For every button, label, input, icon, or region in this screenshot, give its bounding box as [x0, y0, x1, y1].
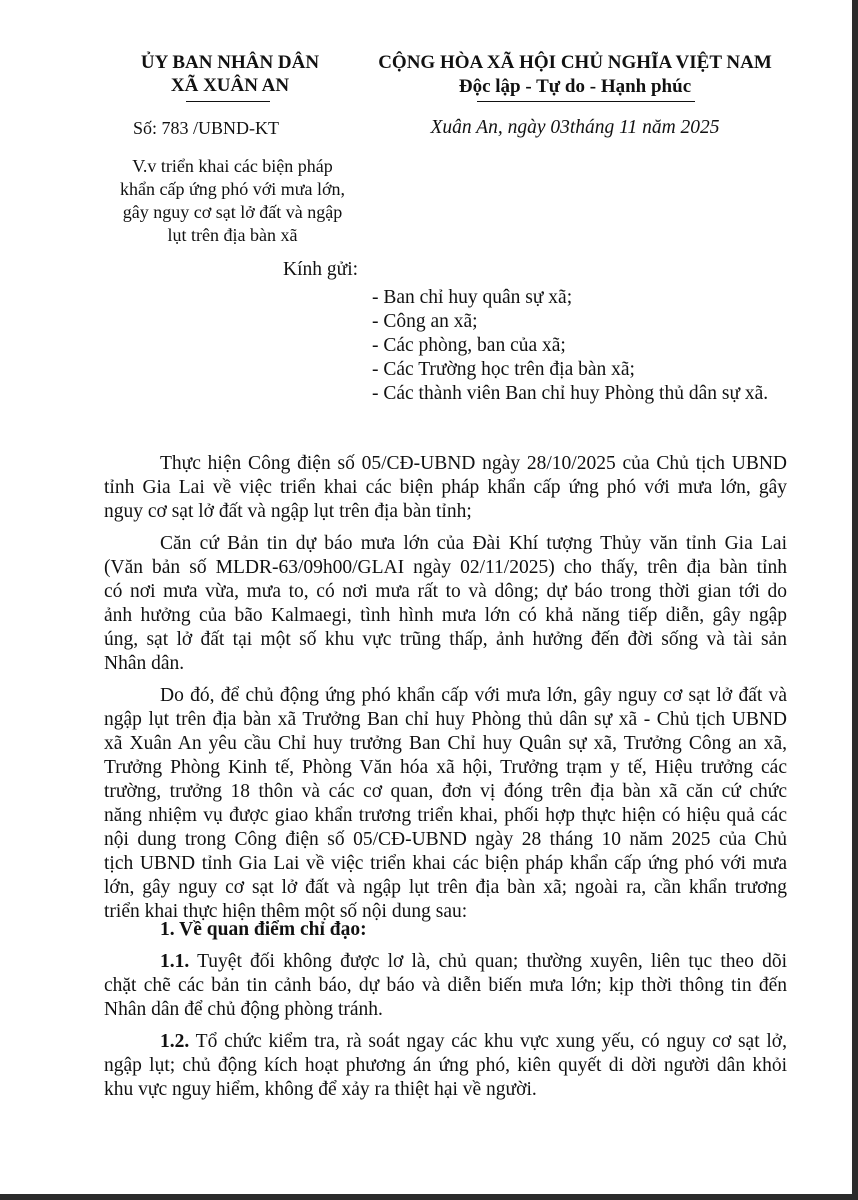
- p1-line: nguy cơ sạt lở đất và ngập lụt trên địa bàn tỉnh;: [104, 501, 472, 522]
- p1-line: Thực hiện Công điện số 05/CĐ-UBND ngày 28/10/2025 của Chủ tịch UBND: [160, 453, 787, 474]
- item-1-1-line: chặt chẽ các bản tin cảnh báo, dự báo và diễn biến mưa lớn; kịp thời thông tin đến: [104, 975, 787, 996]
- doc-number: Số: 783 /UBND-KT: [133, 118, 280, 138]
- p3-line: triển khai thực hiện thêm một số nội dung sau:: [104, 901, 468, 922]
- subject-line-2: khẩn cấp ứng phó với mưa lớn,: [119, 179, 345, 199]
- p3-line: trường, trưởng 18 thôn và các cơ quan, đơn vị đóng trên địa bàn xã căn cứ chức: [104, 781, 787, 802]
- p3-line: Trưởng Phòng Kinh tế, Phòng Văn hóa xã hội, Trưởng trạm y tế, Hiệu trưởng các: [104, 757, 787, 778]
- p3-line: lớn, gây nguy cơ sạt lở đất và ngập lụt trên địa bàn xã; ngoài ra, cần khẩn trương: [104, 877, 787, 898]
- motto: Độc lập - Tự do - Hạnh phúc: [458, 76, 692, 97]
- item-1-1-line: Nhân dân để chủ động phòng tránh.: [104, 999, 383, 1020]
- subject-line-3: gây nguy cơ sạt lở đất và ngập: [122, 202, 343, 222]
- p2-line: Căn cứ Bản tin dự báo mưa lớn của Đài Khí tượng Thủy văn tỉnh Gia Lai: [160, 533, 787, 554]
- p3-line: ngập lụt trên địa bàn xã Trưởng Ban chỉ huy Phòng thủ dân sự xã - Chủ tịch UBND: [104, 709, 787, 730]
- section-1-title: 1. Về quan điểm chỉ đạo:: [160, 919, 367, 940]
- p2-line: ảnh hưởng của bão Kalmaegi, tình hình mưa lớn có khả năng tiếp diễn, gây ngập: [104, 605, 787, 626]
- item-1-2-number: 1.2.: [160, 1031, 190, 1052]
- p3-line: tịch UBND tỉnh Gia Lai về việc triển khai các biện pháp khẩn cấp ứng phó với mưa: [104, 853, 787, 874]
- p1-line: tỉnh Gia Lai về việc triển khai các biện pháp khẩn cấp ứng phó với mưa lớn, gây: [104, 477, 787, 498]
- subject-line-4: lụt trên địa bàn xã: [167, 225, 298, 245]
- nation-title: CỘNG HÒA XÃ HỘI CHỦ NGHĨA VIỆT NAM: [378, 52, 772, 73]
- item-1-1-text: Tuyệt đối không được lơ là, chủ quan; thường xuyên, liên tục theo dõi: [189, 951, 787, 972]
- p3-line: Do đó, để chủ động ứng phó khẩn cấp với mưa lớn, gây nguy cơ sạt lở đất và: [160, 685, 787, 706]
- org-underline: [186, 101, 270, 102]
- p3-line: năng nhiệm vụ được giao khẩn trương triển khai, phối hợp thực hiện có hiệu quả các: [104, 805, 787, 826]
- recipient-item: - Công an xã;: [372, 311, 478, 332]
- recipients-label: Kính gửi:: [283, 259, 359, 280]
- org-name-line1: ỦY BAN NHÂN DÂN: [140, 52, 320, 73]
- item-1-2-line: khu vực nguy hiểm, không để xảy ra thiệt hại về người.: [104, 1079, 537, 1100]
- p2-line: Nhân dân.: [104, 653, 185, 674]
- recipient-item: - Các thành viên Ban chỉ huy Phòng thủ dân sự xã.: [372, 383, 769, 404]
- item-1-2-text: Tổ chức kiểm tra, rà soát ngay các khu vực xung yếu, có nguy cơ sạt lở,: [189, 1031, 787, 1052]
- p2-line: (Văn bản số MLDR-63/09h00/GLAI ngày 02/11/2025) cho thấy, trên địa bàn tỉnh: [104, 557, 787, 578]
- item-1-1-number: 1.1.: [160, 951, 190, 972]
- p2-line: có nơi mưa vừa, mưa to, có nơi mưa rất to và dông; dự báo trong thời gian tới do: [104, 581, 787, 602]
- recipient-item: - Các Trường học trên địa bàn xã;: [372, 359, 635, 380]
- item-1-1-line1: [160, 950, 787, 974]
- org-name-line2: XÃ XUÂN AN: [170, 75, 290, 96]
- motto-underline: [477, 101, 695, 102]
- item-1-2-line1: [160, 1030, 787, 1054]
- subject-line-1: V.v triển khai các biện pháp: [132, 156, 333, 176]
- recipient-item: - Các phòng, ban của xã;: [372, 335, 566, 356]
- place-date: Xuân An, ngày 03tháng 11 năm 2025: [430, 117, 720, 138]
- item-1-2-line: ngập lụt; chủ động kích hoạt phương án ứng phó, kiên quyết di dời người dân khỏi: [104, 1055, 787, 1076]
- p3-line: xã Xuân An yêu cầu Chỉ huy trưởng Ban Chỉ huy Quân sự xã, Trưởng Công an xã,: [104, 733, 787, 754]
- p3-line: nội dung trong Công điện số 05/CĐ-UBND ngày 28 tháng 10 năm 2025 của Chủ: [104, 829, 787, 850]
- recipient-item: - Ban chỉ huy quân sự xã;: [372, 287, 573, 308]
- p2-line: úng, sạt lở đất tại một số khu vực trũng thấp, ảnh hưởng đến đời sống và tài sản: [104, 629, 787, 650]
